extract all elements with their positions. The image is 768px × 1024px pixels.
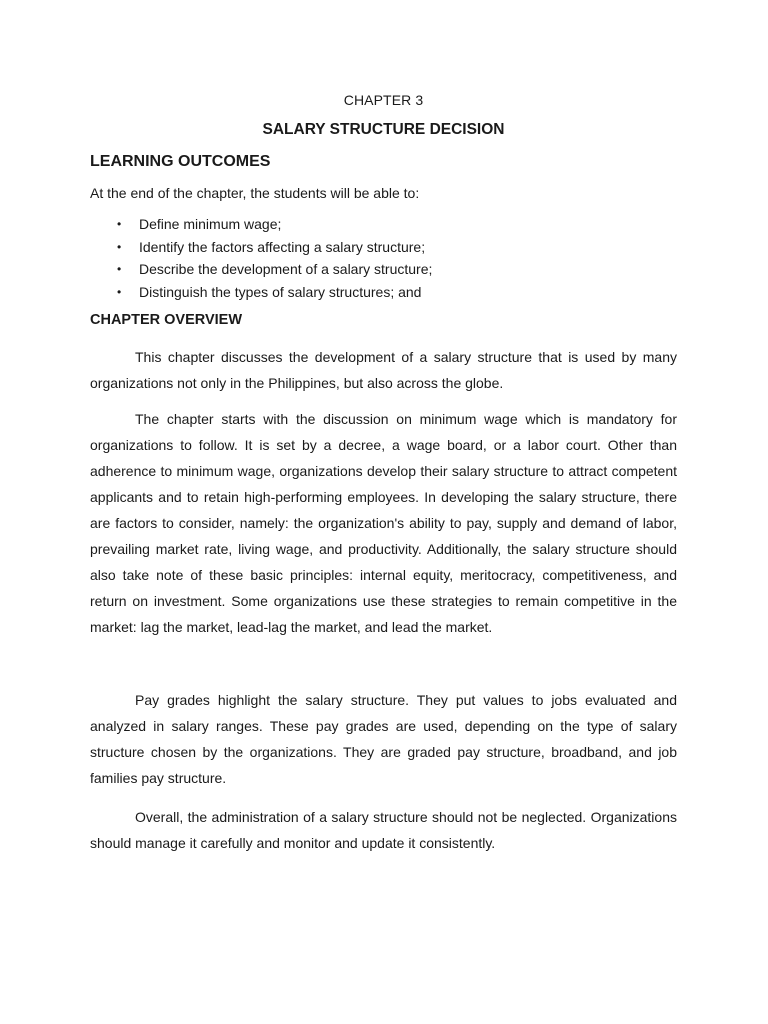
learning-outcomes-heading: LEARNING OUTCOMES: [90, 153, 271, 170]
bullet-icon: •: [117, 217, 122, 231]
chapter-title: SALARY STRUCTURE DECISION: [262, 121, 505, 138]
learning-outcomes-intro: At the end of the chapter, the students will be able to:: [90, 185, 420, 201]
overview-paragraph-1: This chapter discusses the development of a salary structure that is used by many organizations not only in the Philippines, but also across the globe.: [90, 349, 677, 391]
list-item-text: Identify the factors affecting a salary structure;: [139, 238, 426, 255]
list-item: [90, 258, 432, 281]
bullet-icon: •: [117, 284, 122, 299]
list-item-text: Define minimum wage;: [139, 216, 282, 232]
list-item: [90, 213, 432, 236]
overview-paragraph-4: Overall, the administration of a salary structure should not be neglected. Organizations should manage it carefully and monitor and update it consistently.: [90, 809, 677, 851]
list-item: [90, 281, 432, 304]
learning-outcomes-list: [90, 213, 432, 303]
overview-paragraph-3: Pay grades highlight the salary structure. They put values to jobs evaluated and analyzed in salary ranges. These pay grades are used, depending on the type of salary structure chosen by the organizations. They are graded pay structure, broadband, and job families pay structure.: [90, 692, 677, 786]
overview-paragraph-2: The chapter starts with the discussion on minimum wage which is mandatory for organizations to follow. It is set by a decree, a wage board, or a labor court. Other than adherence to minimum wage, organizations develop their salary structure to attract competent applicants and to retain high-performing employees. In developing the salary structure, there are factors to consider, namely: the organization's ability to pay, supply and demand of labor, prevailing market rate, living wage, and productivity. Additionally, the salary structure should also take note of these basic principles: internal equity, meritocracy, competitiveness, and return on investment. Some organizations use these strategies to remain competitive in the market: lag the market, lead-lag the market, and lead the market.: [90, 411, 677, 635]
list-item: [90, 236, 432, 259]
list-item-text: Describe the development of a salary structure;: [139, 261, 433, 277]
bullet-icon: •: [117, 262, 122, 276]
chapter-label: CHAPTER 3: [343, 92, 424, 108]
list-item-text: Distinguish the types of salary structures; and: [139, 283, 422, 300]
bullet-icon: •: [117, 239, 122, 254]
chapter-overview-heading: CHAPTER OVERVIEW: [90, 312, 243, 328]
